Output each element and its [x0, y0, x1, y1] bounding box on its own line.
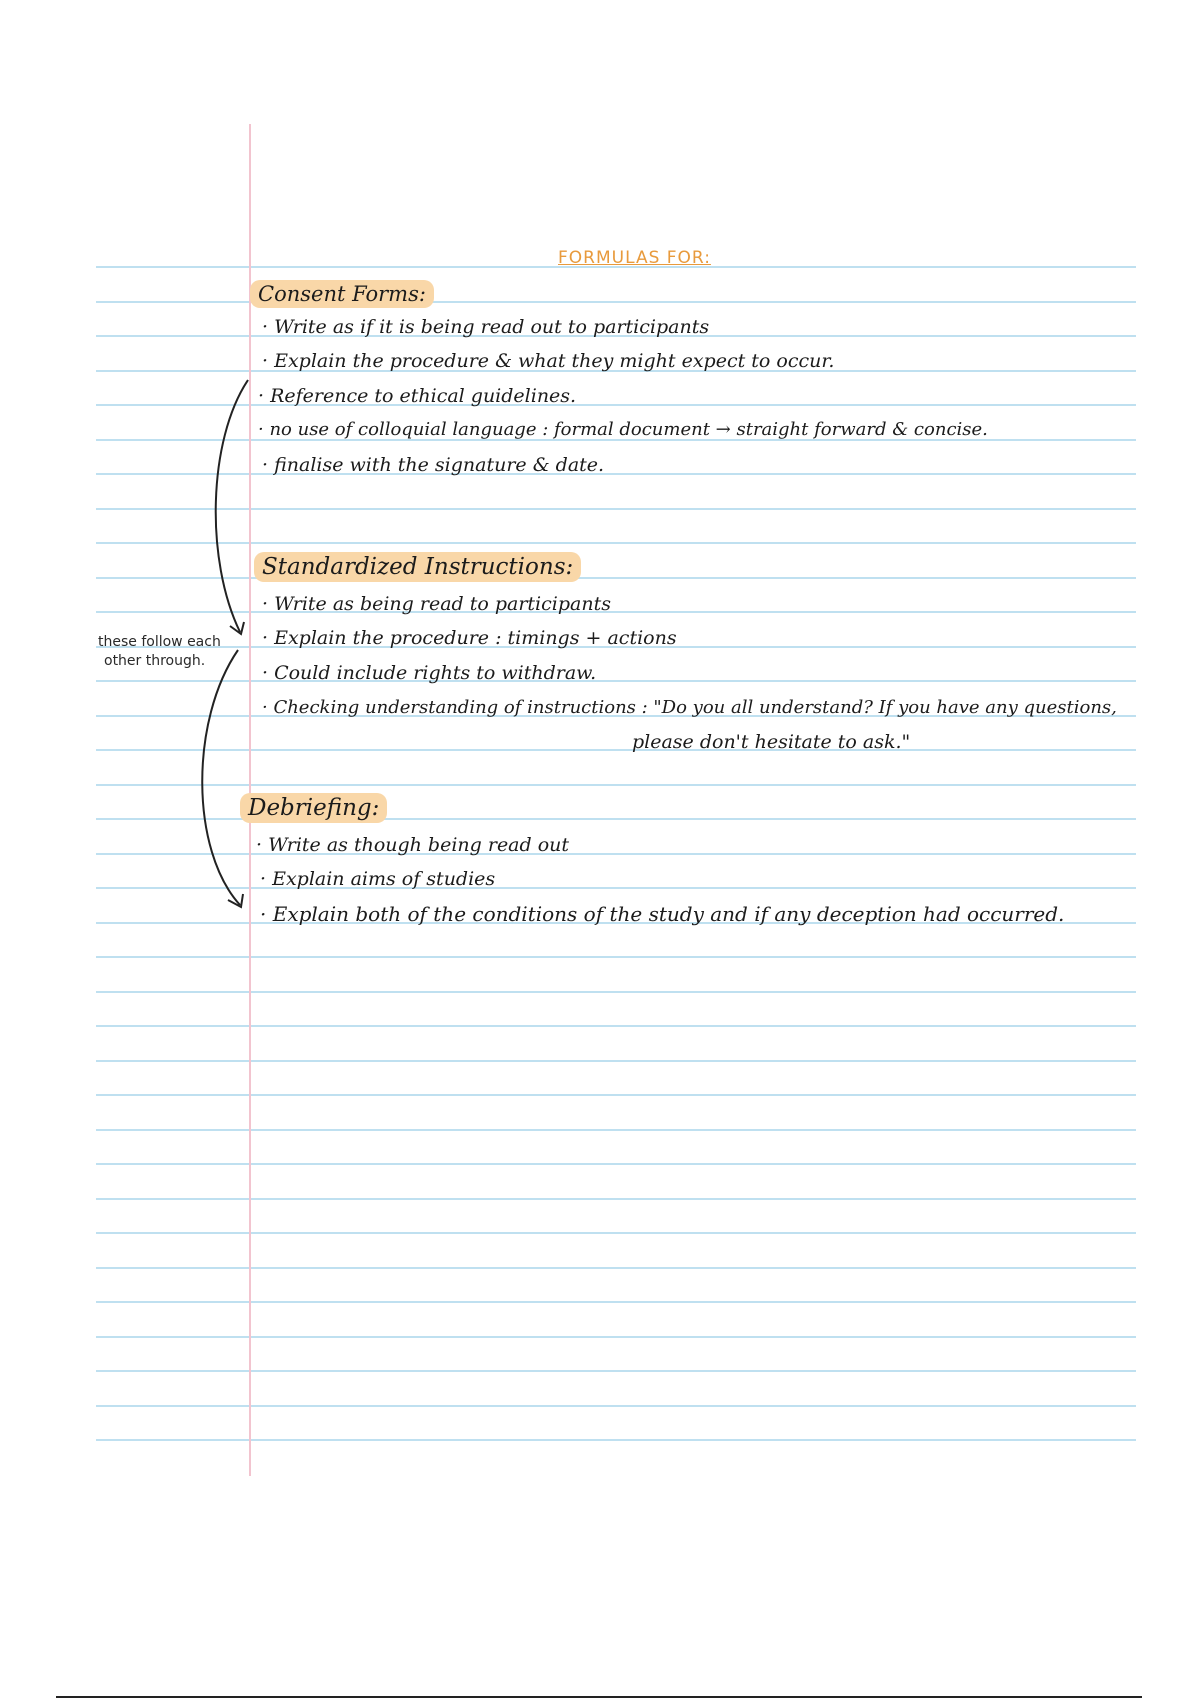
side-note [98, 633, 221, 671]
ruled-line [96, 1129, 1136, 1131]
debriefing-item-2: · Explain aims of studies [260, 868, 496, 890]
ruled-line [96, 611, 1136, 613]
consent-item-2: · Explain the procedure & what they might expect to occur. [262, 350, 835, 372]
instructions-item-2: · Explain the procedure : timings + actions [262, 627, 677, 649]
ruled-line [96, 542, 1136, 544]
ruled-line [96, 749, 1136, 751]
ruled-line [96, 577, 1136, 579]
ruled-line [96, 1060, 1136, 1062]
instructions-item-3: · Could include rights to withdraw. [262, 662, 597, 684]
ruled-line [96, 956, 1136, 958]
consent-forms-heading: Consent Forms: [250, 280, 434, 308]
consent-item-1: · Write as if it is being read out to participants [262, 316, 710, 338]
consent-item-4: · no use of colloquial language : formal document → straight forward & concise. [258, 419, 988, 440]
ruled-line [96, 1232, 1136, 1234]
debriefing-heading: Debriefing: [240, 793, 387, 823]
ruled-line [96, 1198, 1136, 1200]
instructions-item-4: · Checking understanding of instructions : "Do you all understand? If you have any questions, [262, 697, 1117, 718]
ruled-line [96, 1370, 1136, 1372]
consent-item-3: · Reference to ethical guidelines. [258, 385, 577, 407]
side-note-line-2: other through. [104, 652, 206, 669]
instructions-item-4-continuation: please don't hesitate to ask." [632, 731, 911, 753]
ruled-line [96, 1267, 1136, 1269]
ruled-line [96, 508, 1136, 510]
ruled-line [96, 473, 1136, 475]
ruled-line [96, 853, 1136, 855]
debriefing-item-3: · Explain both of the conditions of the study and if any deception had occurred. [260, 902, 1065, 926]
side-note-line-1: these follow each [98, 634, 221, 650]
page-title: FORMULAS FOR: [558, 248, 711, 268]
ruled-line [96, 404, 1136, 406]
ruled-line [96, 680, 1136, 682]
ruled-line [96, 887, 1136, 889]
ruled-line [96, 784, 1136, 786]
ruled-line [96, 1439, 1136, 1441]
ruled-line [96, 1301, 1136, 1303]
ruled-line [96, 1405, 1136, 1407]
ruled-line [96, 1163, 1136, 1165]
ruled-line [96, 991, 1136, 993]
standardized-instructions-heading: Standardized Instructions: [254, 552, 581, 582]
instructions-item-1: · Write as being read to participants [262, 593, 611, 615]
consent-item-5: · finalise with the signature & date. [262, 454, 605, 476]
ruled-line [96, 1094, 1136, 1096]
debriefing-item-1: · Write as though being read out [256, 834, 570, 856]
ruled-line [96, 1025, 1136, 1027]
ruled-line [96, 1336, 1136, 1338]
bottom-border-line [56, 1696, 1142, 1698]
